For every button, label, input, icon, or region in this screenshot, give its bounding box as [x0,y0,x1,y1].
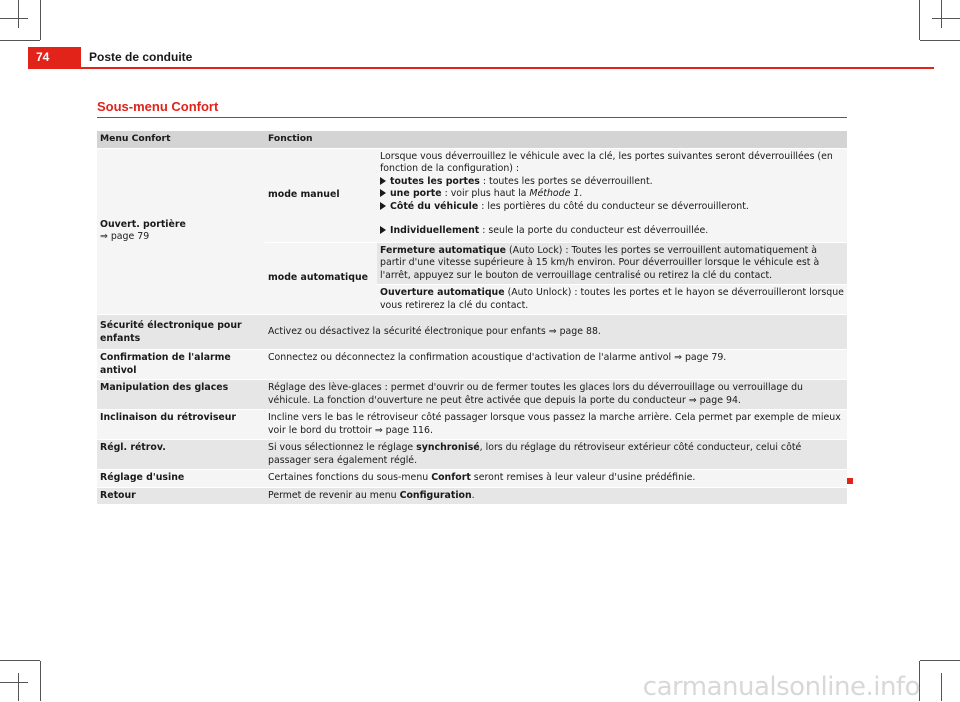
option-term: toutes les portes [390,175,480,187]
auto-lock-text: (Auto Lock) : Toutes les portes se verrouillent automatiquement à partir d'une vitesse supérieure à 15 km/h environ. Pour déverrouiller lorsque le véhicule est à l'arrêt, appuyez sur le bouton de verrouillage centralisé ou retirez la clé du contact. [380,244,820,281]
list-item [380,225,844,238]
row-description: Activez ou désactivez la sécurité électronique pour enfants ⇒ page 88. [265,315,847,350]
list-item [380,188,844,201]
menu-term: Configuration [399,489,472,501]
option-term: Côté du véhicule [390,200,479,212]
table-row [97,487,847,505]
manual-intro: Lorsque vous déverrouillez le véhicule avec la clé, les portes suivantes seront déverrouillées (en fonction de la configuration) : [380,150,833,174]
row-label: Inclinaison du rétroviseur [97,410,265,440]
row-label: Confirmation de l'alarme antivol [97,350,265,380]
row-label: Régl. rétrov. [97,440,265,470]
manual-mode-label: mode manuel [265,148,377,242]
crop-mark [40,661,41,701]
crop-mark [941,673,942,701]
table-row [97,315,847,350]
table-header-row [97,131,847,148]
row-label: Sécurité électronique pour enfants [97,315,265,350]
table-row [97,440,847,470]
column-header-function: Fonction [265,131,847,148]
comfort-menu-table [97,131,847,505]
auto-lock-term: Fermeture automatique [380,244,506,256]
auto-unlock-text: (Auto Unlock) : toutes les portes et le hayon se déverrouilleront lorsque vous retirerez la clé du contact. [380,287,844,311]
triangle-bullet-icon [380,226,386,234]
triangle-bullet-icon [380,177,386,185]
door-unlock-page-link[interactable]: ⇒ page 79 [100,231,150,243]
crop-mark [920,40,960,41]
crop-mark [920,660,960,661]
row-label: Retour [97,487,265,505]
door-unlock-cell [97,148,265,315]
crop-mark [941,0,942,28]
crop-mark [0,40,40,41]
option-term: Individuellement [390,225,480,236]
row-description [265,440,847,470]
setting-term: synchronisé [416,442,480,453]
section-end-marker [847,478,853,484]
watermark: carmanualsonline.info [642,672,920,702]
section-title: Sous-menu Confort [97,99,219,114]
description-text: seront remises à leur valeur d'usine prédéfinie. [470,472,696,483]
option-text: . [579,188,583,199]
header-divider [28,67,934,69]
auto-mode-label: mode automatique [265,242,377,315]
crop-mark [0,660,40,661]
table-row [97,148,847,242]
auto-unlock-description [377,285,847,315]
column-header-menu: Menu Confort [97,131,265,148]
table-row [97,410,847,440]
crop-mark [18,673,19,701]
option-term: une porte [390,188,442,199]
table-row [97,350,847,380]
auto-lock-description [377,242,847,285]
table-row [97,380,847,410]
option-text: : seule la porte du conducteur est déverrouillée. [479,225,709,236]
option-text: : toutes les portes se déverrouillent. [479,175,653,187]
description-text: . [471,489,475,501]
method-reference: Méthode 1 [529,188,580,199]
description-text: Certaines fonctions du sous-menu [268,472,432,483]
door-unlock-label: Ouvert. portière [100,218,186,230]
section-divider [97,117,847,118]
crop-mark [932,18,960,19]
row-label: Réglage d'usine [97,470,265,488]
description-text: Permet de revenir au menu [268,489,400,501]
crop-mark [0,682,28,683]
description-text: , lors du réglage du rétroviseur extérieur côté conducteur, celui côté passager sera également réglé. [268,442,802,466]
auto-unlock-term: Ouverture automatique [380,287,505,298]
triangle-bullet-icon [380,189,386,197]
menu-term: Confort [431,472,471,483]
list-item [380,176,844,189]
row-description: Incline vers le bas le rétroviseur côté passager lorsque vous passez la marche arrière. Cela permet par exemple de mieux voir le bord du trottoir ⇒ page 116. [265,410,847,440]
row-description: Connectez ou déconnectez la confirmation acoustique d'activation de l'alarme antivol ⇒ page 79. [265,350,847,380]
manual-mode-description [377,148,847,242]
crop-mark [18,0,19,28]
row-description: Réglage des lève-glaces : permet d'ouvrir ou de fermer toutes les glaces lors du déverrouillage ou verrouillage du véhicule. La fonction d'ouverture ne peut être activée que depuis la porte du conducteur ⇒ page 94. [265,380,847,410]
crop-mark [919,0,920,40]
table-row [97,470,847,488]
crop-mark [40,0,41,40]
row-label: Manipulation des glaces [97,380,265,410]
list-item [380,201,844,214]
chapter-title: Poste de conduite [89,50,193,64]
option-text: : les portières du côté du conducteur se déverrouilleront. [478,200,749,212]
crop-mark [0,18,28,19]
row-description [265,487,847,505]
triangle-bullet-icon [380,202,386,210]
page-number: 74 [28,47,81,68]
option-text: : voir plus haut la [441,188,530,199]
description-text: Si vous sélectionnez le réglage [268,442,417,453]
row-description [265,470,847,488]
